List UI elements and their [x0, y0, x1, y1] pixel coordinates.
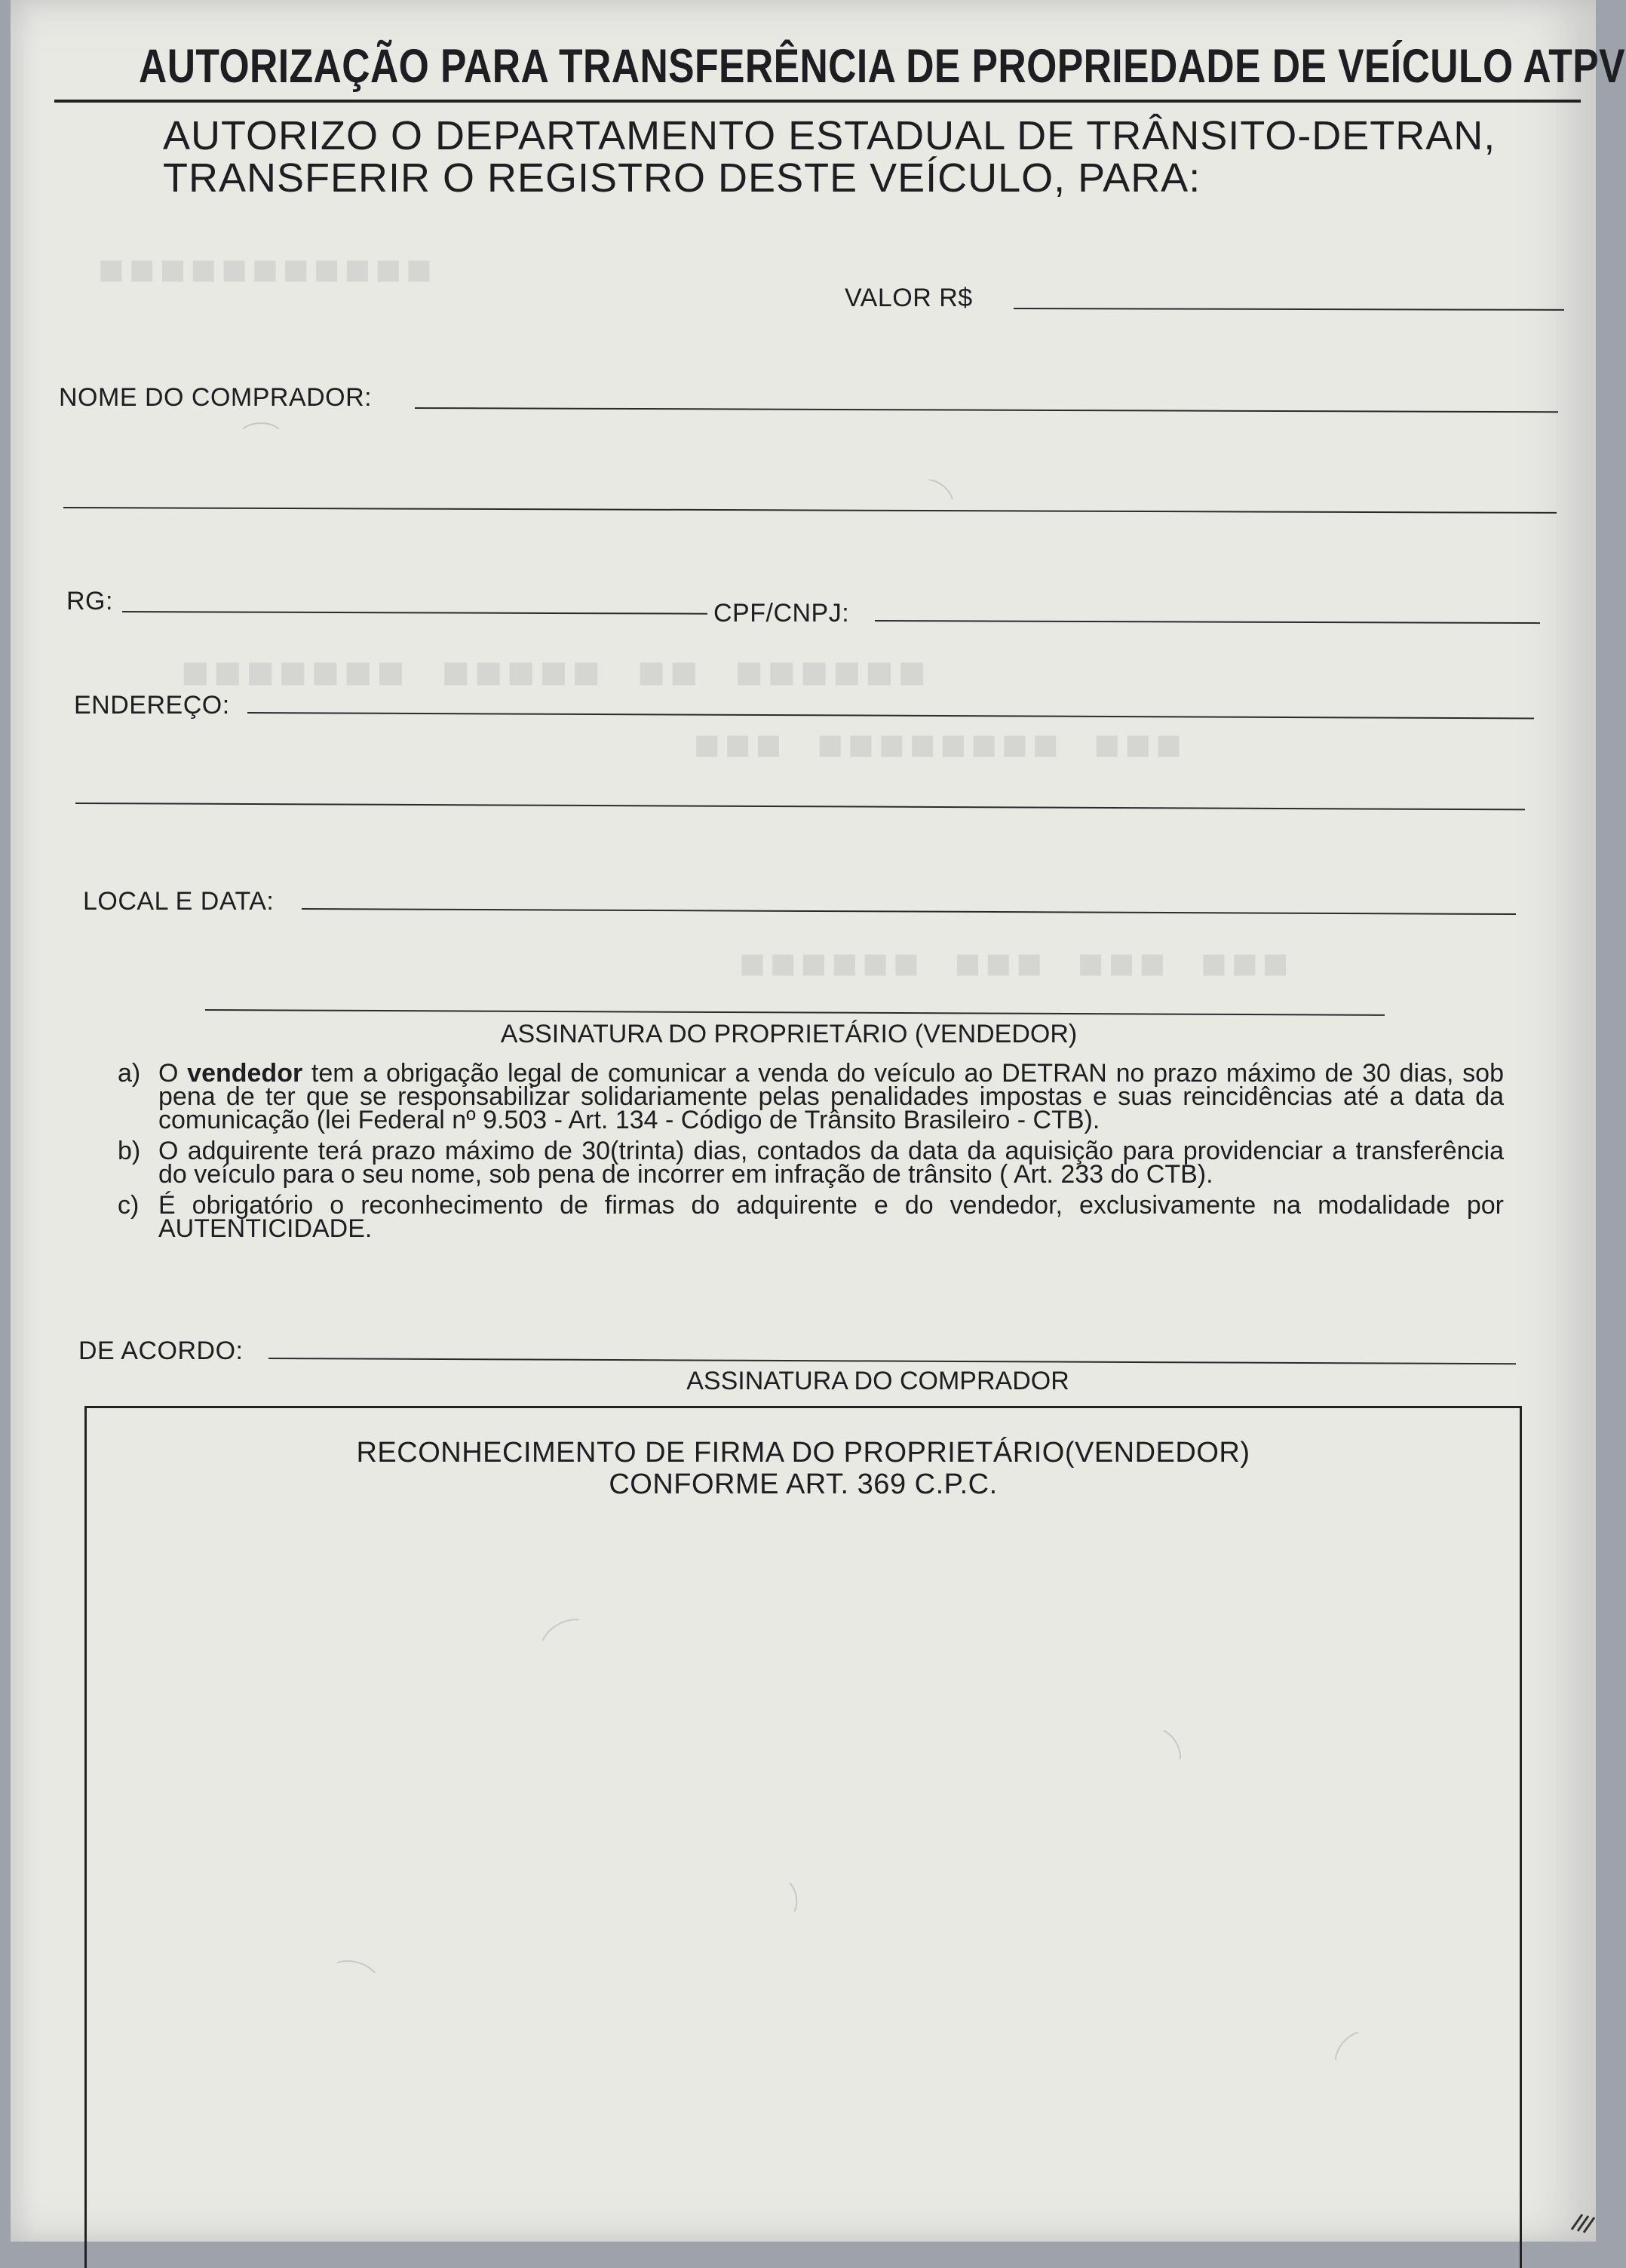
note-a [118, 1059, 1504, 1134]
endereco-field-line-2[interactable] [75, 803, 1525, 810]
note-a-bold: vendedor [187, 1059, 303, 1088]
comprador-signature-line[interactable] [268, 1358, 1516, 1364]
bleed-through-mark: ■■■■■■■■■■■ [94, 249, 432, 298]
de-acordo-label: DE ACORDO: [78, 1337, 244, 1365]
atpv-form-paper [11, 0, 1625, 2242]
scribble-mark-icon [1569, 2210, 1599, 2234]
note-c-text: É obrigatório o reconhecimento de firmas do adquirente e do vendedor, exclusivamente na modalidade por AUTENTICIDADE. [158, 1191, 1504, 1243]
document-title: AUTORIZAÇÃO PARA TRANSFERÊNCIA DE PROPRIEDADE DE VEÍCULO ATPV [139, 40, 1625, 93]
note-a-prefix: O [158, 1059, 188, 1088]
nome-comprador-field-line-2[interactable] [63, 507, 1557, 514]
valor-label: VALOR R$ [845, 284, 973, 312]
note-b-tag: b) [118, 1137, 141, 1165]
local-data-label: LOCAL E DATA: [83, 887, 275, 916]
vendedor-signature-line[interactable] [205, 1009, 1385, 1016]
rg-field[interactable] [122, 611, 707, 615]
endereco-label: ENDEREÇO: [74, 691, 230, 720]
local-data-field[interactable] [302, 908, 1516, 915]
legal-notes [118, 1059, 1504, 1248]
bleed-through-mark: ■■■ ■■■ ■■■ ■■■■■■ [735, 943, 1289, 992]
paper-fiber [912, 473, 959, 519]
cpf-cnpj-label: CPF/CNPJ: [713, 599, 850, 628]
notary-box-title [87, 1437, 1520, 1500]
paper-fiber [237, 422, 285, 456]
authorization-line-2: TRANSFERIR O REGISTRO DESTE VEÍCULO, PARA: [163, 155, 1201, 201]
note-a-text: tem a obrigação legal de comunicar a venda do veículo ao DETRAN no prazo máximo de 30 dias, sob pena de ter que se responsabilizar solidariamente pelas penalidades impostas e suas reincidências até a data da comunicação (lei Federal nº 9.503 - Art. 134 - Código de Trânsito Brasileiro - CTB). [158, 1059, 1504, 1134]
title-underline [54, 100, 1581, 103]
note-a-tag: a) [118, 1059, 141, 1088]
endereco-field[interactable] [247, 712, 1534, 719]
note-b [118, 1137, 1504, 1189]
rg-label: RG: [66, 587, 113, 615]
bleed-through-mark: ■■■■■■ ■■ ■■■■■ ■■■■■■■ [176, 649, 926, 702]
nome-comprador-label: NOME DO COMPRADOR: [59, 383, 373, 412]
comprador-signature-caption: ASSINATURA DO COMPRADOR [686, 1367, 1069, 1395]
vendedor-signature-caption: ASSINATURA DO PROPRIETÁRIO (VENDEDOR) [500, 1020, 1078, 1048]
notary-box-title-line-1: RECONHECIMENTO DE FIRMA DO PROPRIETÁRIO(VENDEDOR) [356, 1437, 1250, 1469]
authorization-line-1: AUTORIZO O DEPARTAMENTO ESTADUAL DE TRÂNSITO-DETRAN, [163, 113, 1496, 158]
bleed-through-mark: ■■■ ■■■■■■■■ ■■■ [689, 724, 1182, 773]
notary-recognition-box[interactable] [84, 1406, 1522, 2268]
note-c [118, 1191, 1504, 1243]
note-b-text: O adquirente terá prazo máximo de 30(trinta) dias, contados da data da aquisição para providenciar a transferência do veículo para o seu nome, sob pena de incorrer em infração de trânsito ( Art. 233 do CTB). [158, 1137, 1504, 1189]
valor-field[interactable] [1014, 308, 1564, 311]
cpf-cnpj-field[interactable] [875, 620, 1540, 624]
notary-box-title-line-2: CONFORME ART. 369 C.P.C. [609, 1469, 998, 1500]
nome-comprador-field[interactable] [415, 407, 1558, 413]
note-c-tag: c) [118, 1191, 140, 1220]
